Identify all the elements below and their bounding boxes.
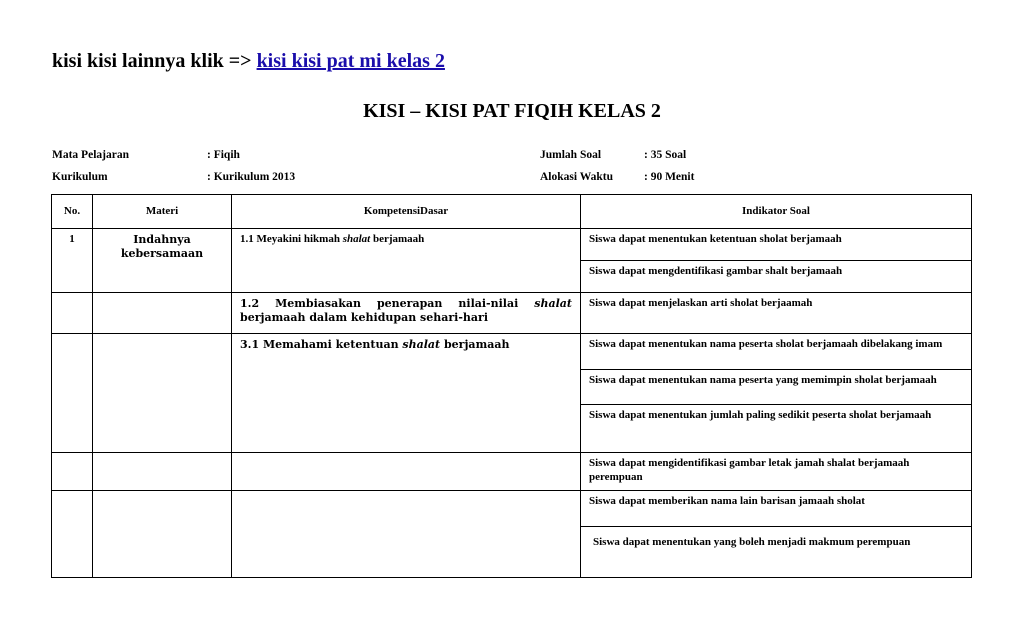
alokasi-label: Alokasi Waktu (540, 171, 613, 183)
alokasi-value: : 90 Menit (644, 171, 695, 183)
row2-no (52, 293, 93, 334)
header-kd: KompetensiDasar (232, 195, 581, 229)
row2-kd-text: 1.2 Membiasakan penerapan nilai-nilai (240, 297, 535, 310)
table-row (52, 334, 972, 370)
mapel-value: : Fiqih (207, 149, 240, 161)
row4-no (52, 453, 93, 491)
row5-materi (93, 491, 232, 578)
row3-kd-italic: shalat (402, 338, 441, 351)
row4-materi (93, 453, 232, 491)
jumlah-label: Jumlah Soal (540, 149, 602, 161)
page-title: KISI – KISI PAT FIQIH KELAS 2 (363, 100, 661, 122)
jumlah-value: : 35 Soal (644, 149, 687, 161)
row2-indikator-1: Siswa dapat menjelaskan arti sholat berjaamah (581, 293, 972, 334)
promo-link[interactable]: kisi kisi pat mi kelas 2 (256, 50, 445, 72)
row1-indikator-2: Siswa dapat mengdentifikasi gambar shalt berjamaah (581, 261, 972, 293)
row5-kd (232, 491, 581, 578)
row3-no (52, 334, 93, 453)
row3-kd-suffix: berjamaah (440, 338, 510, 351)
row2-kd (232, 293, 581, 334)
row3-kd-text: 3.1 Memahami ketentuan (240, 338, 403, 351)
promo-prefix: kisi kisi lainnya klik => (52, 50, 252, 72)
row1-materi: Indahnya kebersamaan (93, 229, 232, 293)
kurikulum-label: Kurikulum (52, 171, 108, 183)
table-row (52, 453, 972, 491)
row1-kd-text: 1.1 Meyakini hikmah (240, 233, 343, 245)
row2-kd-suffix: berjamaah dalam kehidupan sehari-hari (240, 310, 488, 324)
header-no: No. (52, 195, 93, 229)
row2-kd-italic: shalat (534, 297, 572, 310)
row1-kd (232, 229, 581, 293)
row3-indikator-3: Siswa dapat menentukan jumlah paling sedikit peserta sholat berjamaah (581, 405, 972, 453)
table-row (52, 293, 972, 334)
mapel-label: Mata Pelajaran (52, 149, 129, 161)
header-indikator: Indikator Soal (581, 195, 972, 229)
row5-no (52, 491, 93, 578)
kisi-table (51, 194, 972, 578)
row1-kd-suffix: berjamaah (370, 233, 425, 245)
table-row (52, 229, 972, 261)
row3-materi (93, 334, 232, 453)
row1-indikator-1: Siswa dapat menentukan ketentuan sholat berjamaah (581, 229, 972, 261)
table-row (52, 491, 972, 527)
row1-no: 1 (52, 229, 93, 293)
row5-indikator-1: Siswa dapat memberikan nama lain barisan jamaah sholat (581, 491, 972, 527)
header-materi: Materi (93, 195, 232, 229)
row4-indikator-1: Siswa dapat mengidentifikasi gambar letak jamah shalat berjamaah perempuan (581, 453, 972, 491)
row1-kd-italic: shalat (342, 233, 371, 245)
row5-indikator-2: Siswa dapat menentukan yang boleh menjadi makmum perempuan (581, 527, 972, 578)
row3-indikator-2: Siswa dapat menentukan nama peserta yang memimpin sholat berjamaah (581, 370, 972, 405)
row3-kd (232, 334, 581, 453)
kurikulum-value: : Kurikulum 2013 (207, 171, 296, 183)
row4-kd (232, 453, 581, 491)
table-header-row (52, 195, 972, 229)
row3-indikator-1: Siswa dapat menentukan nama peserta sholat berjamaah dibelakang imam (581, 334, 972, 370)
promo-line (52, 50, 445, 73)
row2-materi (93, 293, 232, 334)
